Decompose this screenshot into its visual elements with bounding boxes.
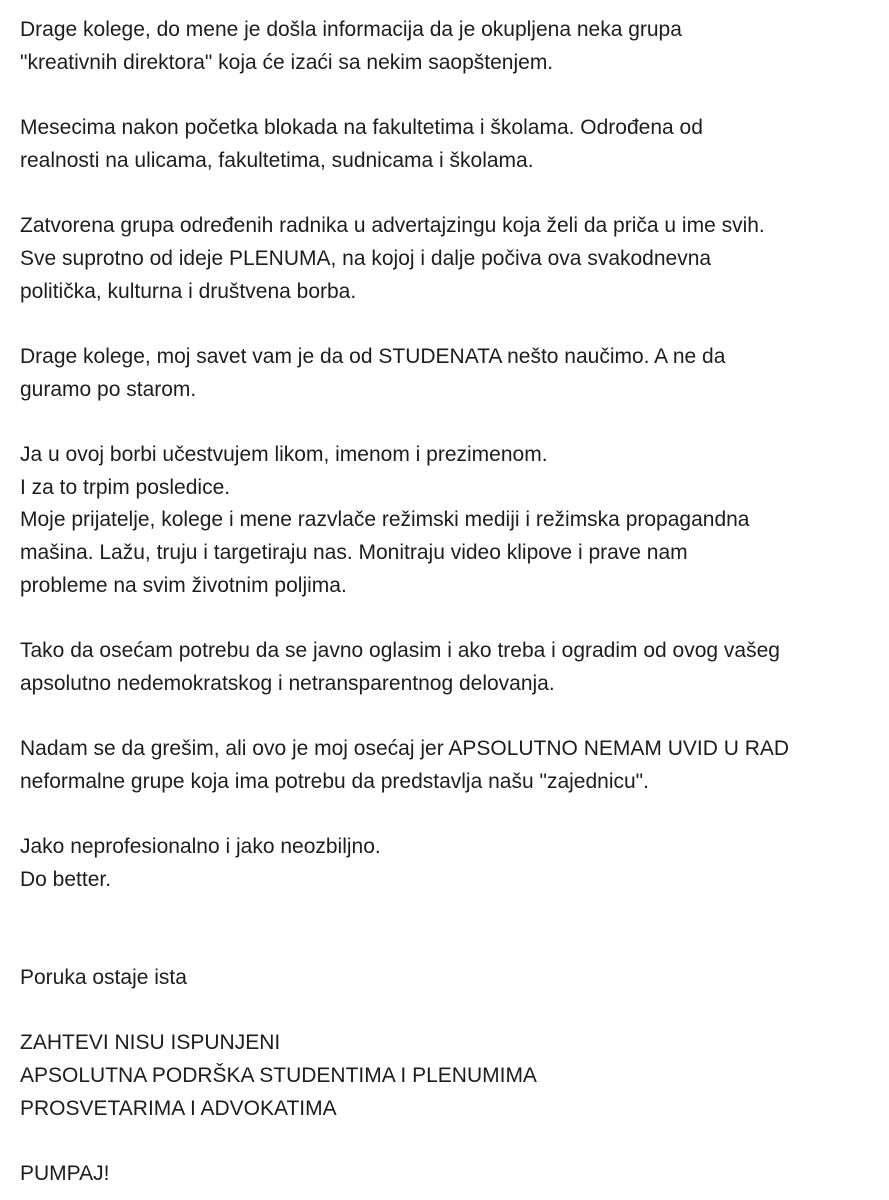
text-line: APSOLUTNA PODRŠKA STUDENTIMA I PLENUMIMA	[20, 1064, 537, 1088]
text-line: Ja u ovoj borbi učestvujem likom, imenom i prezimenom.	[20, 442, 548, 466]
document-body	[20, 14, 880, 1191]
text-line: mašina. Lažu, truju i targetiraju nas. Monitraju video klipove i prave nam	[20, 541, 688, 564]
text-line: Drage kolege, do mene je došla informacija da je okupljena neka grupa	[20, 18, 682, 41]
paragraph	[20, 831, 880, 896]
text-line: apsolutno nedemokratskog i netransparentnog delovanja.	[20, 671, 555, 695]
text-line: Drage kolege, moj savet vam je da od STUDENATA nešto naučimo. A ne da	[20, 344, 726, 368]
paragraph	[20, 733, 880, 798]
paragraph	[20, 341, 880, 406]
text-line: Sve suprotno od ideje PLENUMA, na kojoj i dalje počiva ova svakodnevna	[20, 246, 712, 270]
text-line: Tako da osećam potrebu da se javno oglasim i ako treba i ogradim od ovog vašeg	[20, 639, 780, 663]
text-line: PROSVETARIMA I ADVOKATIMA	[20, 1096, 337, 1120]
paragraph	[20, 635, 880, 700]
paragraph	[20, 14, 880, 79]
text-line: Jako neprofesionalno i jako neozbiljno.	[20, 835, 381, 859]
text-line: politička, kulturna i društvena borba.	[20, 279, 357, 303]
paragraph	[20, 210, 880, 308]
text-line: Do better.	[20, 867, 112, 891]
text-line: Zatvorena grupa određenih radnika u advertajzingu koja želi da priča u ime svih.	[20, 214, 765, 238]
paragraph	[20, 1027, 880, 1125]
text-line: neformalne grupe koja ima potrebu da predstavlja našu "zajednicu".	[20, 769, 649, 793]
text-line: Moje prijatelje, kolege i mene razvlače režimski mediji i režimska propagandna	[20, 508, 750, 532]
paragraph	[20, 112, 880, 177]
text-line: "kreativnih direktora" koja će izaći sa nekim saopštenjem.	[20, 50, 554, 74]
paragraph	[20, 1158, 880, 1191]
text-line: I za to trpim posledice.	[20, 475, 231, 499]
paragraph	[20, 962, 880, 995]
text-line: PUMPAJ!	[20, 1162, 110, 1186]
text-line: ZAHTEVI NISU ISPUNJENI	[20, 1031, 281, 1055]
text-line: probleme na svim životnim poljima.	[20, 573, 347, 597]
text-line: Mesecima nakon početka blokada na fakultetima i školama. Odrođena od	[20, 116, 703, 140]
text-line: realnosti na ulicama, fakultetima, sudnicama i školama.	[20, 148, 534, 172]
paragraph	[20, 439, 880, 602]
text-line: Nadam se da grešim, ali ovo je moj osećaj jer APSOLUTNO NEMAM UVID U RAD	[20, 737, 790, 761]
text-line: guramo po starom.	[20, 377, 197, 401]
text-line: Poruka ostaje ista	[20, 965, 187, 989]
